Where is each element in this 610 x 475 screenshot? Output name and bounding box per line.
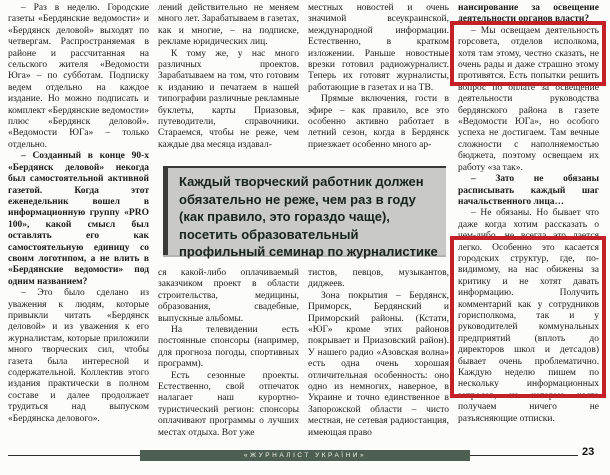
interview-question: – Созданный в конце 90-х «Бердянск деловой» некогда был самостоятельной активной газетой. Когда этот еженедельник вошел в информационную группу «PRO 100», какой смысл был оставлять его как самостоятельную единицу со своим логотипом, а не влить в «Бердянские ведомости» под одним названием?: [8, 151, 149, 287]
paragraph: лений действительно не меняем много лет. Зарабатываем в газетах, как и многие, – на подписке, рекламе юридических лиц.: [158, 3, 299, 48]
paragraph: Зона покрытия – Бердянск, Приморск, Бердянский и Приморский районы. (Кстати, «ЮГ» кроме этих районов покрывает и Приазовский район). У нашего радио «Азовская волна» есть одна очень хорошая отличительная особенность: оно одно из немногих, наверное, в Украине и точно единственное в Запорожской области – чисто местная, не сетевая радиостанция, имеющая право: [308, 290, 449, 438]
text-column-4: [458, 3, 599, 425]
paragraph: местных новостей и очень значимой всеукраинской, международной информации. Естественно, в кратком изложении. Раньше новостные врезки готовил радиожурналист. Теперь их готовят журналисты, работающие в газетах и на ТВ.: [308, 3, 449, 93]
text-column-3-bottom: [308, 268, 449, 439]
interview-question: – Зато не обязаны расписывать каждый шаг начальственного лица…: [458, 174, 599, 207]
paragraph: На телевидении есть постоянные спонсоры (например, для прогноза погоды, спортивных программ).: [158, 325, 299, 370]
page-number: 23: [582, 446, 595, 458]
paragraph: – Раз в неделю. Городские газеты «Бердянские ведомости» и «Бердянск деловой» выходят по четвергам. Распространяемая в районе и рассчитанная на сельского жителя «Ведомости Юга» – по субботам. Подписку ведем отдельно на каждое издание. Но можно подписать и комплект «Бердянские ведомости» плюс «Бердянск деловой». «Ведомости ЮГа» – только отдельно.: [8, 3, 149, 150]
paragraph: – Это было сделано из уважения к людям, которые привыкли читать «Бердянск деловой» и из уважения к его журналистам, которые приложили много творческих сил, чтобы газета была интересной и содержательной. Коллектив этого издания практически в полном составе и далее продолжает трудиться над выпуском «Бердянска делового».: [8, 288, 149, 424]
text-column-1: [8, 3, 149, 425]
text-column-2-top: [158, 3, 299, 151]
pull-quote-text: Каждый творческий работник должен обязательно не реже, чем раз в году (как правило, это гораздо чаще), посетить образовательный профильный семинар по журналистике: [179, 174, 438, 259]
journal-name: «ЖУРНАЛІСТ УКРАЇНИ»: [243, 452, 367, 459]
interview-question: нансирование за освещение деятельности органов власти?: [458, 3, 599, 25]
paragraph: Прямые включения, гости в эфире – как правило, все это особенно активно работает в летний сезон, когда в Бердянск приезжает особенно много ар-: [308, 94, 449, 150]
text-column-2-bottom: [158, 268, 299, 439]
journal-name-bar: [140, 450, 470, 461]
pull-quote-box: [163, 166, 446, 259]
paragraph: – Мы освещаем деятельность горсовета, отделов исполкома, хотя там этому, честно сказать, не очень рады и даже страшно этому противятся. Есть попытки решить вопрос по оплате за освещение деятельности руководства бердянского района в газете «Ведомости ЮГа», но особого успеха не достигаем. Там вечные сложности с наполняемостью бюджета, поэтому освещаем их работу «за так».: [458, 25, 599, 173]
paragraph: – Не обязаны. Но бывает что даже когда хотим рассказать о чем-либо, не всегда это дается легко. Особенно это касается городских структур, где, по-видимому, на нас обижены за критику и не хотят давать информацию. Получить комментарий как у сотрудников горисполкома, так и у руководителей коммунальных предприятий (вплоть до директоров школ и детсадов) бывает очень проблематично. Каждую неделю пишем по нескольку информационных запросов, на которые часто получаем ничего не разъясняющие отписки.: [458, 208, 599, 424]
paragraph: К тому же, у нас много различных проектов. Зарабатываем на том, что готовим к изданию и печатаем в нашей типографии различные рекламные буклеты, карты Приазовья, путеводители, справочники. Стараемся, чтобы не реже, чем каждые два месяца издавал-: [158, 48, 299, 150]
paragraph: ся какой-либо оплачиваемый заказчиком проект в области строительства, медицины, образования, свадебные, выпускные альбомы.: [158, 268, 299, 324]
paragraph: тистов, певцов, музыкантов, диджеев.: [308, 268, 449, 290]
text-column-3-top: [308, 3, 449, 151]
paragraph: Есть сезонные проекты. Естественно, свой отпечаток налагает наш курортно-туристический регион: спонсоры оплачивают программы о лучших местах отдыха. Вот уже: [158, 370, 299, 438]
